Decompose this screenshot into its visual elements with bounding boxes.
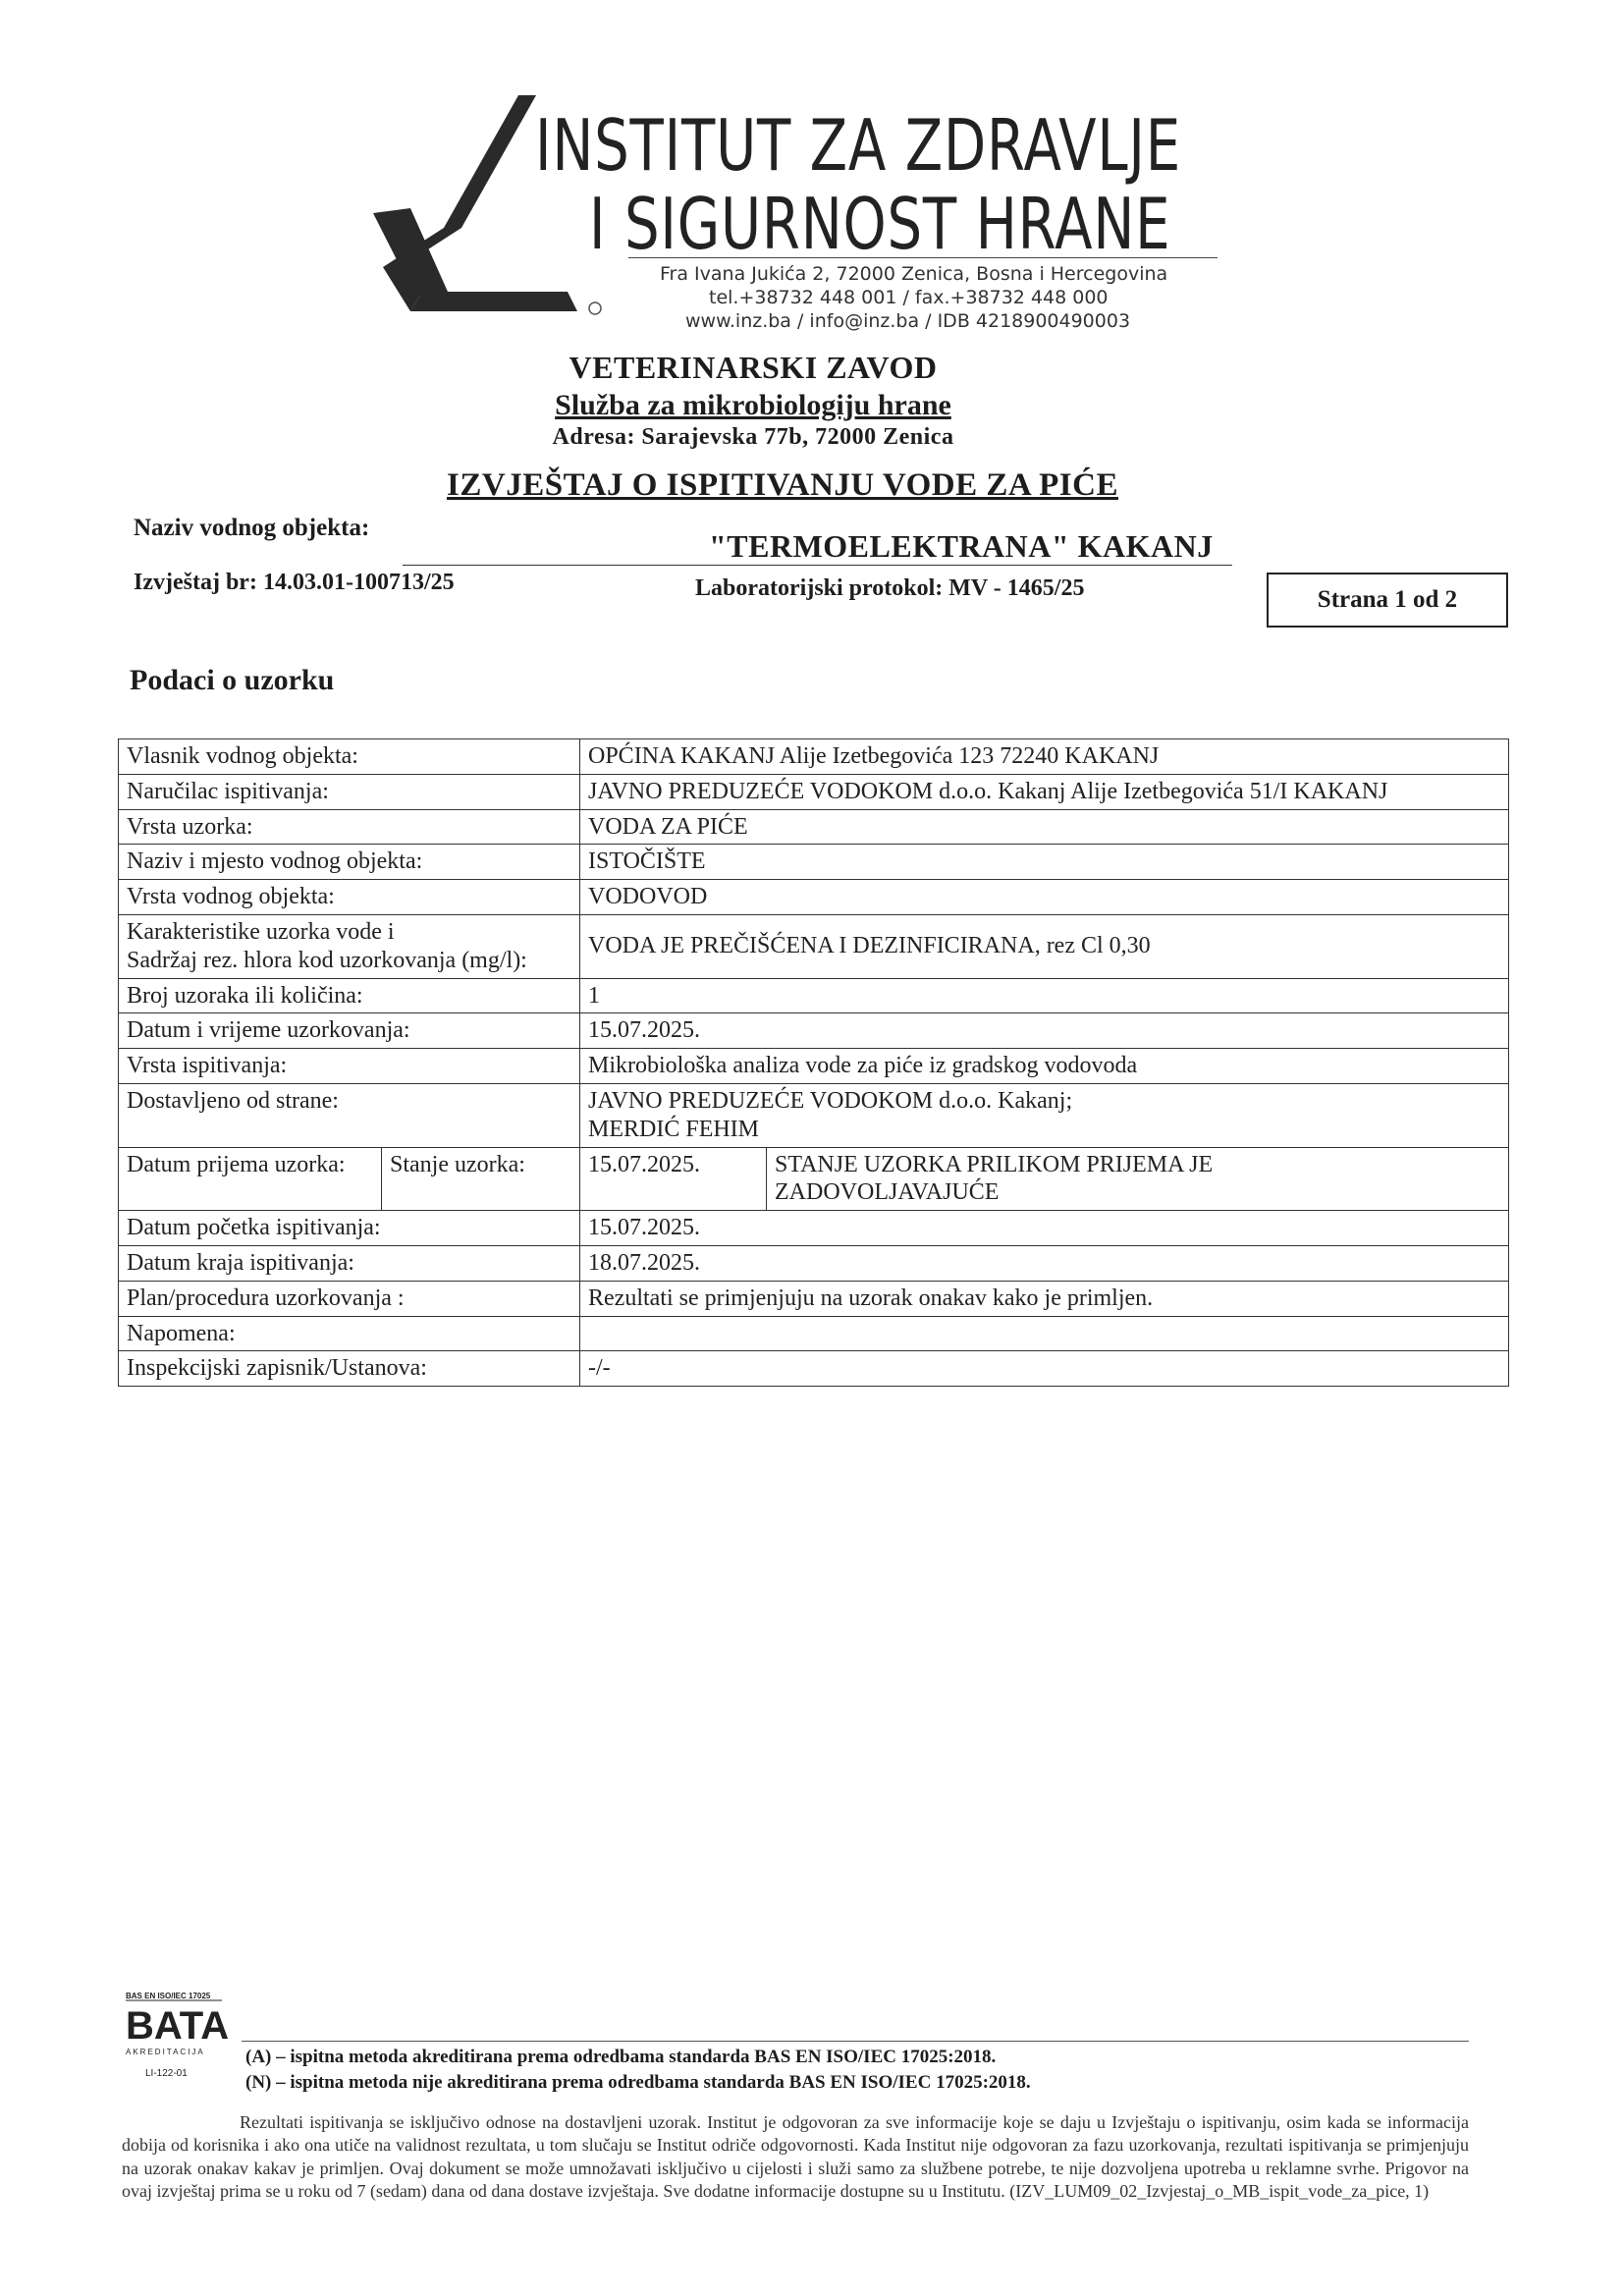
table-row [119,978,1509,1013]
sampling-date-label: Datum i vrijeme uzorkovanja: [119,1013,580,1049]
sample-type-value: VODA ZA PIĆE [580,809,1509,845]
table-row [119,1316,1509,1351]
start-date-label: Datum početka ispitivanja: [119,1211,580,1246]
institute-name-line2: I SIGURNOST HRANE [589,183,1171,265]
bata-sub-text: AKREDITACIJA [126,2048,205,2056]
quantity-label: Broj uzoraka ili količina: [119,978,580,1013]
sample-data-table [118,738,1509,1387]
start-date-value: 15.07.2025. [580,1211,1509,1246]
name-place-value: ISTOČIŠTE [580,845,1509,880]
condition-value-line2: ZADOVOLJAVAJUĆE [775,1179,1000,1206]
name-place-label: Naziv i mjesto vodnog objekta: [119,845,580,880]
quantity-value: 1 [580,978,1509,1013]
owner-label: Vlasnik vodnog objekta: [119,739,580,775]
characteristics-label-line2: Sadržaj rez. hlora kod uzorkovanja (mg/l): [127,947,527,973]
plan-value: Rezultati se primjenjuju na uzorak onakav kako je primljen. [580,1281,1509,1316]
service-name: Služba za mikrobiologiju hrane [555,389,951,421]
header-divider [628,257,1218,258]
receipt-date-label: Datum prijema uzorka: [119,1147,382,1211]
table-row [119,1147,1509,1211]
bata-top-text: BAS EN ISO/IEC 17025 [126,1992,211,2000]
table-row [119,1351,1509,1387]
note-value [580,1316,1509,1351]
contact-phone: tel.+38732 448 001 / fax.+38732 448 000 [709,287,1109,308]
accredited-note: (A) – ispitna metoda akreditirana prema odredbama standarda BAS EN ISO/IEC 17025:2018. [245,2047,997,2067]
report-title: IZVJEŠTAJ O ISPITIVANJU VODE ZA PIĆE [447,467,1118,503]
facility-label: Naziv vodnog objekta: [134,515,370,541]
table-row [119,1083,1509,1147]
institute-name-line1: INSTITUT ZA ZDRAVLJE [535,104,1182,187]
condition-label: Stanje uzorka: [382,1147,580,1211]
test-type-label: Vrsta ispitivanja: [119,1049,580,1084]
delivered-value-line1: JAVNO PREDUZEĆE VODOKOM d.o.o. Kakanj; [588,1087,1073,1114]
end-date-label: Datum kraja ispitivanja: [119,1245,580,1281]
facility-type-label: Vrsta vodnog objekta: [119,880,580,915]
not-accredited-note: (N) – ispitna metoda nije akreditirana prema odredbama standarda BAS EN ISO/IEC 17025:2018. [245,2072,1031,2093]
bata-accreditation-icon [124,1990,240,2088]
lab-protocol: Laboratorijski protokol: MV - 1465/25 [695,575,1085,601]
characteristics-label [119,914,580,978]
contact-web: www.inz.ba / info@inz.ba / IDB 4218900490003 [685,310,1131,332]
section-title: Podaci o uzorku [130,664,335,696]
bata-mark-text: BATA [126,2004,230,2048]
table-row [119,1013,1509,1049]
contact-address: Fra Ivana Jukića 2, 72000 Zenica, Bosna i Hercegovina [660,263,1168,285]
table-row [119,809,1509,845]
delivered-label: Dostavljeno od strane: [119,1083,580,1147]
facility-type-value: VODOVOD [580,880,1509,915]
table-row [119,739,1509,775]
inspection-label: Inspekcijski zapisnik/Ustanova: [119,1351,580,1387]
condition-value [767,1147,1509,1211]
facility-underline [403,565,1232,566]
condition-value-line1: STANJE UZORKA PRILIKOM PRIJEMA JE [775,1151,1214,1177]
sampling-date-value: 15.07.2025. [580,1013,1509,1049]
table-row [119,880,1509,915]
table-row [119,1281,1509,1316]
department-address: Adresa: Sarajevska 77b, 72000 Zenica [552,424,954,450]
receipt-date-value: 15.07.2025. [580,1147,767,1211]
page-indicator: Strana 1 od 2 [1267,573,1508,628]
characteristics-label-line1: Karakteristike uzorka vode i [127,918,395,945]
client-label: Naručilac ispitivanja: [119,774,580,809]
characteristics-value: VODA JE PREČIŠĆENA I DEZINFICIRANA, rez Cl 0,30 [580,914,1509,978]
inspection-value: -/- [580,1351,1509,1387]
table-row [119,1245,1509,1281]
department-name: VETERINARSKI ZAVOD [568,350,938,385]
table-row [119,845,1509,880]
delivered-value-line2: MERDIĆ FEHIM [588,1116,760,1142]
owner-value: OPĆINA KAKANJ Alije Izetbegovića 123 72240 KAKANJ [580,739,1509,775]
footer-divider [242,2041,1469,2042]
plan-label: Plan/procedura uzorkovanja : [119,1281,580,1316]
client-value: JAVNO PREDUZEĆE VODOKOM d.o.o. Kakanj Alije Izetbegovića 51/I KAKANJ [580,774,1509,809]
table-row [119,1049,1509,1084]
note-label: Napomena: [119,1316,580,1351]
test-type-value: Mikrobiološka analiza vode za piće iz gradskog vodovoda [580,1049,1509,1084]
delivered-value [580,1083,1509,1147]
end-date-value: 18.07.2025. [580,1245,1509,1281]
table-row [119,774,1509,809]
table-row [119,914,1509,978]
facility-value: "TERMOELEKTRANA" KAKANJ [709,528,1214,564]
bata-code-text: LI-122-01 [145,2068,188,2079]
sample-type-label: Vrsta uzorka: [119,809,580,845]
report-number: Izvještaj br: 14.03.01-100713/25 [134,570,455,595]
disclaimer-text: Rezultati ispitivanja se isključivo odnose na dostavljeni uzorak. Institut je odgovoran za sve informacije koje se daju u Izvještaju o ispitivanju, osim kada se informacija dobija od korisnika i ako ona utiče na validnost rezultata, u tom slučaju se Institut odriče odgovornosti. Kada Institut nije odgovoran za fazu uzorkovanja, rezultati ispitivanja se primjenjuju na uzorak onakav kakav je primljen. Ovaj dokument se može umnožavati isključivo u cijelosti i služi samo za službene potrebe, te nije dozvoljena upotreba u reklamne svrhe. Prigovor na ovaj izvještaj prima se u roku od 7 (sedam) dana od dana dostave izvještaja. Sve dodatne informacije dostupne su u Institutu. (IZV_LUM09_02_Izvjestaj_o_MB_ispit_vode_za_pice, 1) [122,2112,1469,2202]
table-row [119,1211,1509,1246]
